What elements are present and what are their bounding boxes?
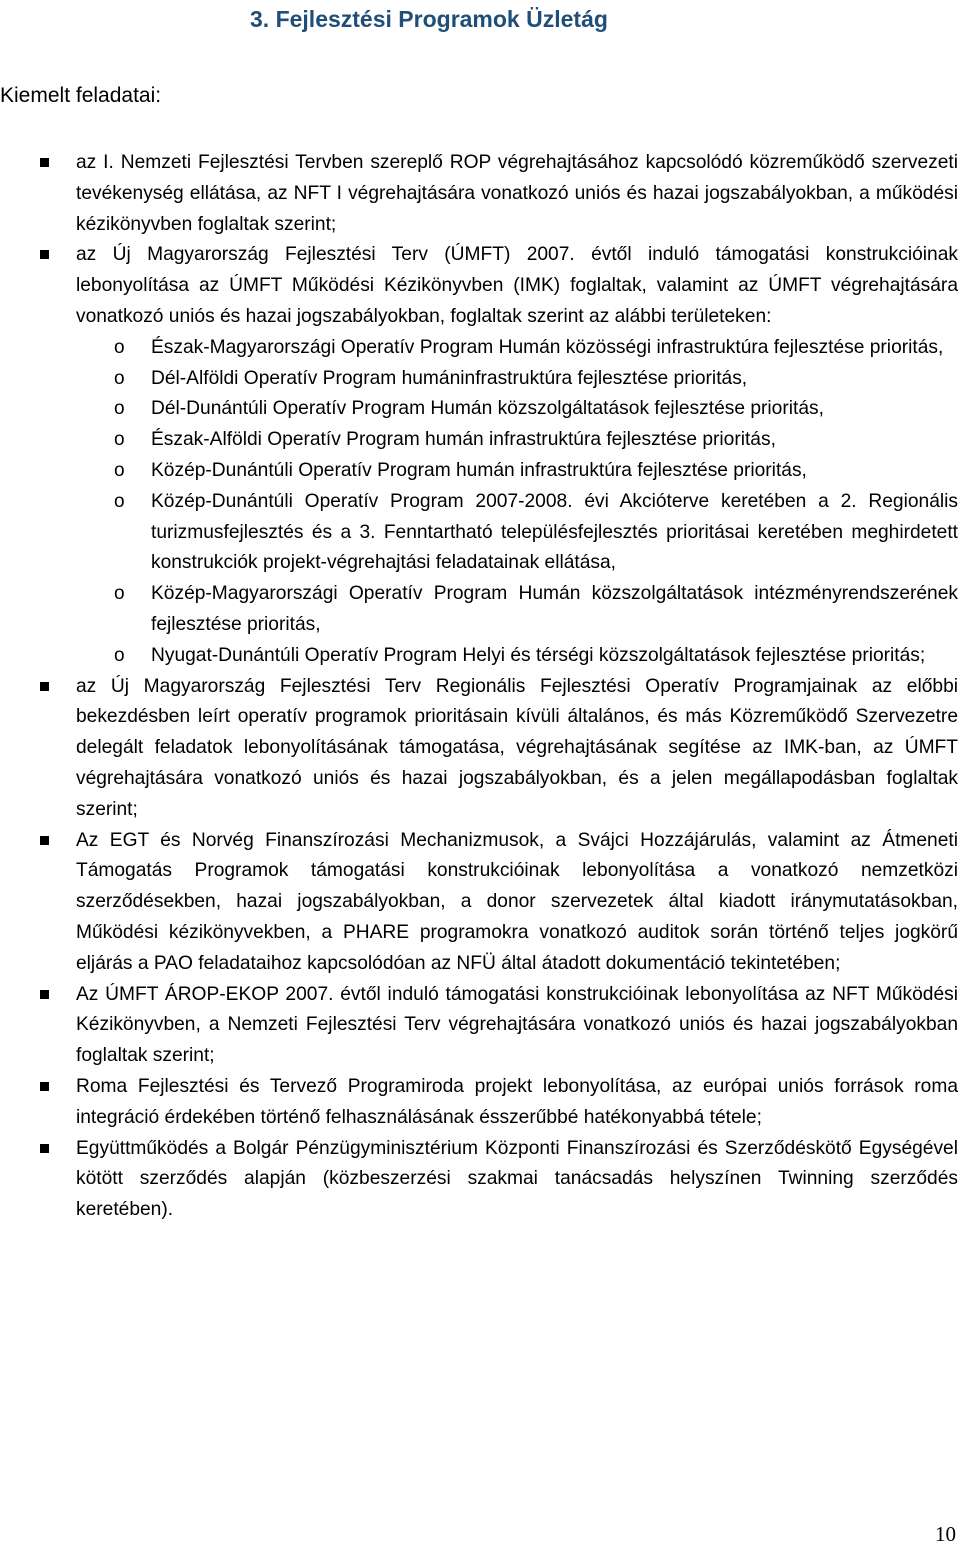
- sublist-item-text: Közép-Dunántúli Operatív Program humán infrastruktúra fejlesztése prioritás,: [151, 459, 807, 481]
- task-list: [0, 148, 958, 1226]
- sublist-item: [76, 579, 958, 641]
- circle-bullet-icon: o: [114, 644, 125, 666]
- page-number: 10: [935, 1522, 956, 1546]
- task-item-text: Az EGT és Norvég Finanszírozási Mechanizmusok, a Svájci Hozzájárulás, valamint az Átmeneti Támogatás Programok támogatási konstrukcióinak lebonyolítása a vonatkozó nemzetközi szerződésekben, hazai jogszabályokban, a donor szervezetek által kiadott iránymutatásokban, Működési kézikönyvekben, a PHARE programokra vonatkozó auditok során történő teljes jogkörű eljárás a PAO feladataihoz kapcsolódóan az NFÜ által átadott dokumentáció tekintetében;: [76, 829, 958, 974]
- square-bullet-icon: [40, 682, 49, 691]
- square-bullet-icon: [40, 990, 49, 999]
- sublist-item: [76, 425, 958, 456]
- section-heading: 3. Fejlesztési Programok Üzletág: [250, 6, 608, 32]
- task-item-text: az Új Magyarország Fejlesztési Terv (ÚMFT) 2007. évtől induló támogatási konstrukcióinak lebonyolítása az ÚMFT Működési Kézikönyvben (IMK) foglaltak, valamint az ÚMFT végrehajtására vonatkozó uniós és hazai jogszabályokban, foglaltak szerint az alábbi területeken:: [76, 244, 958, 327]
- circle-bullet-icon: o: [114, 367, 125, 389]
- sublist-item: [76, 394, 958, 425]
- sublist-item-text: Dél-Dunántúli Operatív Program Humán közszolgáltatások fejlesztése prioritás,: [151, 398, 824, 420]
- sublist-item: [76, 333, 958, 364]
- square-bullet-icon: [40, 1082, 49, 1091]
- task-item: [0, 980, 958, 1072]
- task-item-text: Együttműködés a Bolgár Pénzügyminisztérium Központi Finanszírozási és Szerződéskötő Egységével kötött szerződés alapján (közbeszerzési szakmai tanácsadás helyszínen Twinning szerződés keretében).: [76, 1137, 958, 1221]
- sublist-item-text: Észak-Alföldi Operatív Program humán infrastruktúra fejlesztése prioritás,: [151, 429, 776, 451]
- square-bullet-icon: [40, 1144, 49, 1153]
- subheading: Kiemelt feladatai:: [0, 84, 162, 107]
- sublist-item-text: Dél-Alföldi Operatív Program humáninfrastruktúra fejlesztése prioritás,: [151, 367, 748, 389]
- task-item-text: az I. Nemzeti Fejlesztési Tervben szereplő ROP végrehajtásához kapcsolódó közreműködő szervezeti tevékenység ellátása, az NFT I végrehajtására vonatkozó uniós és hazai jogszabályokban, a működési kézikönyvben foglaltak szerint;: [76, 152, 958, 235]
- square-bullet-icon: [40, 836, 49, 845]
- circle-bullet-icon: o: [114, 583, 125, 605]
- program-sublist: [76, 333, 958, 672]
- task-item: [0, 148, 958, 240]
- sublist-item-text: Közép-Dunántúli Operatív Program 2007-2008. évi Akcióterve keretében a 2. Regionális turizmusfejlesztés és a 3. Fenntartható településfejlesztés prioritásai keretében meghirdetett konstrukciók projekt-végrehajtási feladatainak ellátása,: [151, 490, 958, 574]
- task-item: [0, 1134, 958, 1226]
- circle-bullet-icon: o: [114, 490, 125, 512]
- sublist-item-text: Közép-Magyarországi Operatív Program Humán közszolgáltatások intézményrendszerének fejlesztése prioritás,: [151, 583, 958, 635]
- task-item-text: az Új Magyarország Fejlesztési Terv Regionális Fejlesztési Operatív Programjainak az előbbi bekezdésben leírt operatív programok prioritásain kívüli általános, és más Közreműködő Szervezetre delegált feladatok lebonyolításának támogatása, végrehajtásának segítése az IMK-ban, az ÚMFT végrehajtására vonatkozó uniós és hazai jogszabályokban, és a jelen megállapodásban foglaltak szerint;: [76, 675, 958, 820]
- task-item: [0, 826, 958, 980]
- sublist-item: [76, 641, 958, 672]
- sublist-item: [76, 456, 958, 487]
- circle-bullet-icon: o: [114, 336, 125, 358]
- task-item: [0, 672, 958, 826]
- task-item: [0, 1072, 958, 1134]
- circle-bullet-icon: o: [114, 398, 125, 420]
- circle-bullet-icon: o: [114, 459, 125, 481]
- task-item: [0, 240, 958, 671]
- sublist-item-text: Észak-Magyarországi Operatív Program Humán közösségi infrastruktúra fejlesztése prioritás,: [151, 336, 944, 358]
- sublist-item: [76, 364, 958, 395]
- sublist-item-text: Nyugat-Dunántúli Operatív Program Helyi és térségi közszolgáltatások fejlesztése prioritás;: [151, 644, 926, 666]
- task-item-text: Roma Fejlesztési és Tervező Programiroda projekt lebonyolítása, az európai uniós források roma integráció érdekében történő felhasználásának ésszerűbbé hatékonyabbá tétele;: [76, 1075, 958, 1128]
- task-item-text: Az ÚMFT ÁROP-EKOP 2007. évtől induló támogatási konstrukcióinak lebonyolítása az NFT Működési Kézikönyvben, a Nemzeti Fejlesztési Terv végrehajtására vonatkozó uniós és hazai jogszabályokban foglaltak szerint;: [76, 983, 958, 1067]
- sublist-item: [76, 487, 958, 579]
- circle-bullet-icon: o: [114, 429, 125, 451]
- square-bullet-icon: [40, 250, 49, 259]
- square-bullet-icon: [40, 158, 49, 167]
